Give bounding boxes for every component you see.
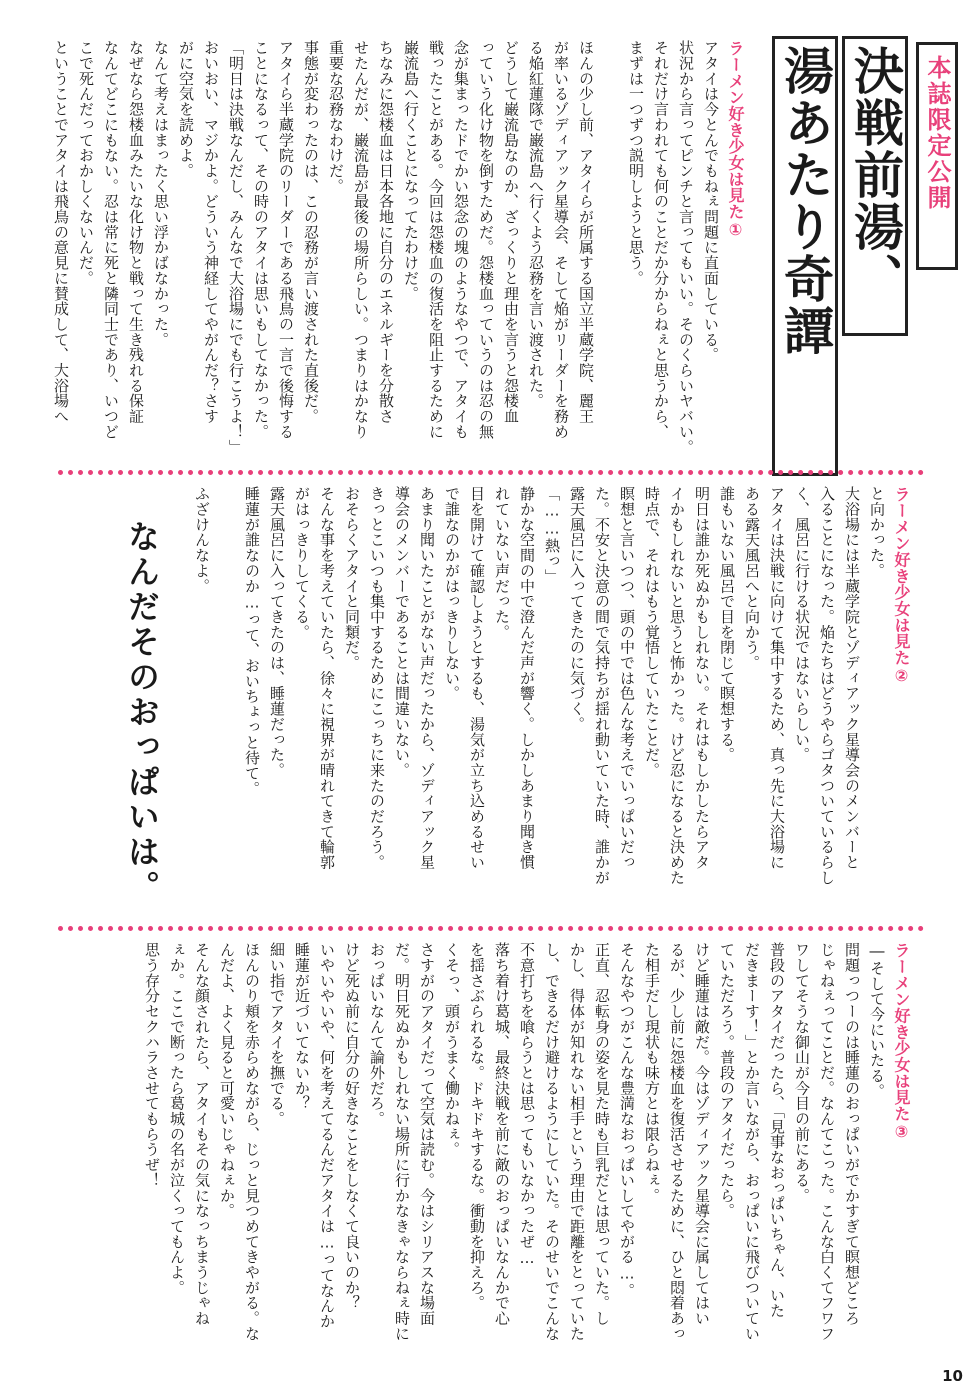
text-column: ほんの少し前、アタイらが所属する国立半蔵学院、麗王: [577, 40, 595, 424]
text-column: ちなみに怨楼血は日本各地に自分のエネルギーを分散さ: [377, 40, 395, 424]
text-column: し、できるだけ避けるようにしていた。そのせいでこんな: [543, 942, 561, 1342]
text-column: こで死んだっておかしくないんだ。: [77, 40, 95, 286]
text-column: 露天風呂に入ってきたのは、睡蓮だった。: [268, 486, 286, 778]
text-column: じゃねぇってことだ。なんてこった。こんな白くてフワフ: [818, 942, 836, 1342]
text-column: アタイは決戦に向けて集中するため、真っ先に大浴場に: [768, 486, 786, 870]
text-column: 静かな空間の中で澄んだ声が響く。しかしあまり聞き慣: [518, 486, 536, 870]
text-column: どうして巌流島なのか、ざっくりと理由を言うと怨楼血: [502, 40, 520, 424]
text-column: 事態が変わったのは、この忍務が言い渡された直後だ。: [302, 40, 320, 424]
text-column: それだけ言われても何のことだか分からねぇと思うから、: [652, 40, 670, 440]
text-column: まずは一つずつ説明しようと思う。: [627, 40, 645, 286]
text-column: ある露天風呂へと向かう。: [743, 486, 761, 671]
text-column: そんな事を考えていたら、徐々に視界が晴れてきて輪郭: [318, 486, 336, 870]
text-column: 睡蓮が誰なのか…って、おいちょっと待て。: [243, 486, 261, 796]
text-column: 瞑想と言いつつ、頭の中では色んな考えでいっぱいだっ: [618, 486, 636, 870]
text-column: けど睡蓮は敵だ。今はゾディアック星導会に属してはい: [693, 942, 711, 1326]
text-column: おそらくアタイと同類だ。: [343, 486, 361, 671]
text-column: 目を開けて確認しようとするも、湯気が立ち込めるせい: [468, 486, 486, 870]
text-column: ぇか。ここで断ったら葛城の名が泣くってもんよ。: [168, 942, 186, 1296]
text-column: 正直、忍転身の姿を見た時も巨乳だとは思っていた。し: [593, 942, 611, 1326]
title-line-1: 決戦前湯、: [846, 45, 904, 305]
text-column: る焔紅蓮隊で巌流島へ行くよう忍務を言い渡された。: [527, 40, 545, 409]
text-column: ふざけんなよ。: [193, 486, 211, 594]
text-column: 細い指でアタイを撫でる。: [268, 942, 286, 1127]
text-column: かし、得体が知れない相手という理由で距離をとっていた: [568, 942, 586, 1342]
text-column: 誰もいない風呂で目を閉じて瞑想する。: [718, 486, 736, 763]
text-column: を揺さぶられるな。ドキドキするな。衝動を抑えろ。: [468, 942, 486, 1311]
text-column: 落ち着け葛城、最終決戦を前に敵のおっぱいなんかで心: [493, 942, 511, 1326]
text-column: [209, 486, 234, 906]
text-column: ことになるって、その時のアタイは思いもしてなかった。: [252, 40, 270, 440]
text-column: アタイら半蔵学院のリーダーである飛鳥の一言で後悔する: [277, 40, 295, 440]
text-column: あまり聞いたことがない声だったから、ゾディアック星: [418, 486, 436, 870]
text-column: なんて考えはまったく思い浮かばなかった。: [152, 40, 170, 347]
text-column: [593, 40, 618, 440]
section-1: [43, 40, 745, 455]
text-column: ワしてそうな御山が今目の前にある。: [793, 942, 811, 1203]
badge-text: 本誌限定公開: [923, 55, 951, 211]
section-3: [134, 942, 909, 1362]
text-column: がに空気を読めよ。: [177, 40, 195, 179]
text-column: ということでアタイは飛鳥の意見に賛成して、大浴場へ: [52, 40, 70, 424]
text-column: そんなやつがこんな豊満なおっぱいしてやがる…。: [618, 942, 636, 1299]
text-column: れていない声だった。: [493, 486, 511, 640]
text-column: さすがのアタイだって空気は読む。今はシリアスな場面: [418, 942, 436, 1326]
text-column: るが、少し前に怨楼血を復活させるために、ひと悶着あっ: [668, 942, 686, 1342]
text-column: が率いるゾディアック星導会、そして焔がリーダーを務め: [552, 40, 570, 440]
punchline: なんだそのおっぱいは。: [123, 520, 161, 905]
text-column: おっぱいなんて論外だろ。: [368, 942, 386, 1127]
section-1-heading: ラーメン好き少女は見た①: [726, 40, 745, 240]
text-column: 睡蓮が近づいてないか？: [293, 942, 311, 1111]
section-3-heading: ラーメン好き少女は見た③: [892, 942, 911, 1142]
text-column: 明日は誰か死ぬかもしれない。それはもしかしたらアタ: [693, 486, 711, 870]
text-column: と向かった。: [868, 486, 886, 579]
text-column: で誰なのかがはっきりしない。: [443, 486, 461, 701]
page-number: 10: [942, 1367, 963, 1385]
divider-1: [58, 470, 924, 475]
text-column: っていう化け物を倒すためだ。怨楼血っていうのは忍の無: [477, 40, 495, 440]
text-column: いやいやいや、何を考えてるんだアタイは…ってなんか: [318, 942, 336, 1329]
text-column: だ。明日死ぬかもしれない場所に行かなきゃならねぇ時に: [393, 942, 411, 1342]
title-block: [766, 36, 958, 476]
text-column: た。不安と決意の間で気持ちが揺れ動いていた時、誰かが: [593, 486, 611, 886]
text-column: 問題っつーのは睡蓮のおっぱいがでかすぎて瞑想どころ: [843, 942, 861, 1326]
section-2: [184, 486, 909, 906]
text-column: 普段のアタイだったら、「見事なおっぱいちゃん、いた: [768, 942, 786, 1319]
text-column: きっとこいつも集中するためにこっちに来たのだろう。: [368, 486, 386, 870]
text-column: アタイは今とんでもねぇ問題に直面している。: [702, 40, 720, 363]
text-column: んだよ、よく見ると可愛いじゃねぇか。: [218, 942, 236, 1219]
title-line-1-box: [842, 36, 908, 336]
text-column: なぜなら怨楼血みたいな化け物と戦って生き残れる保証: [127, 40, 145, 424]
text-column: おいおい、マジかよ。どういう神経してやがんだ？さす: [202, 40, 220, 424]
text-column: そんな顔されたら、アタイもその気になっちまうじゃね: [193, 942, 211, 1326]
text-column: けど死ぬ前に自分の好きなことをしなくて良いのか？: [343, 942, 361, 1311]
title-line-2-box: [772, 36, 838, 476]
text-column: せたんだが、巌流島が最後の場所らしい。つまりはかなり: [352, 40, 370, 440]
text-column: 露天風呂に入ってきたのに気づく。: [568, 486, 586, 732]
text-column: ていただろう。普段のアタイだったら。: [718, 942, 736, 1219]
text-column: 巌流島へ行くことになってたわけだ。: [402, 40, 420, 301]
exclusive-badge: [916, 42, 958, 270]
text-column: イかもしれないと思うと怖かった。けど忍になると決めた: [668, 486, 686, 886]
text-column: 戦ったことがある。今回は怨楼血の復活を阻止するために: [427, 40, 445, 440]
text-column: がはっきりしてくる。: [293, 486, 311, 640]
text-column: 「……熱っ」: [543, 486, 561, 585]
text-column: 不意打ちを喰らうとは思ってもいなかったぜ…: [518, 942, 536, 1268]
text-column: 時点で、それはもう覚悟していたことだ。: [643, 486, 661, 778]
text-column: 入ることになった。焔たちはどうやらゴタついているらし: [818, 486, 836, 886]
text-column: だきまーす！」とか言いながら、おっぱいに飛びついてい: [743, 942, 761, 1342]
divider-2: [58, 926, 924, 931]
text-column: た相手だし現状も味方とは限らねぇ。: [643, 942, 661, 1203]
text-column: くそっ、頭がうまく働かねぇ。: [443, 942, 461, 1157]
text-column: 状況から言ってピンチと言ってもいい。そのくらいヤバい。: [677, 40, 695, 455]
title-line-2: 湯あたり奇譚: [776, 45, 834, 357]
text-column: ―そして今にいたる。: [868, 942, 886, 1099]
text-column: 「明日は決戦なんだし、みんなで大浴場にでも行こうよ！」: [227, 40, 245, 455]
text-column: 念が集まったドでかい怨念の塊のようなやつで、アタイも: [452, 40, 470, 440]
text-column: 大浴場には半蔵学院とゾディアック星導会のメンバーと: [843, 486, 861, 870]
section-2-heading: ラーメン好き少女は見た②: [892, 486, 911, 686]
text-column: 思う存分セクハラさせてもらうぜ！: [143, 942, 161, 1188]
text-column: なんてどこにもない。忍は常に死と隣同士であり、いつど: [102, 40, 120, 440]
text-column: 導会のメンバーであることは間違いない。: [393, 486, 411, 778]
text-column: 重要な忍務なわけだ。: [327, 40, 345, 194]
text-column: ほんのり頬を赤らめながら、じっと見つめてきやがる。な: [243, 942, 261, 1342]
text-column: く、風呂に行ける状況ではないらしい。: [793, 486, 811, 763]
